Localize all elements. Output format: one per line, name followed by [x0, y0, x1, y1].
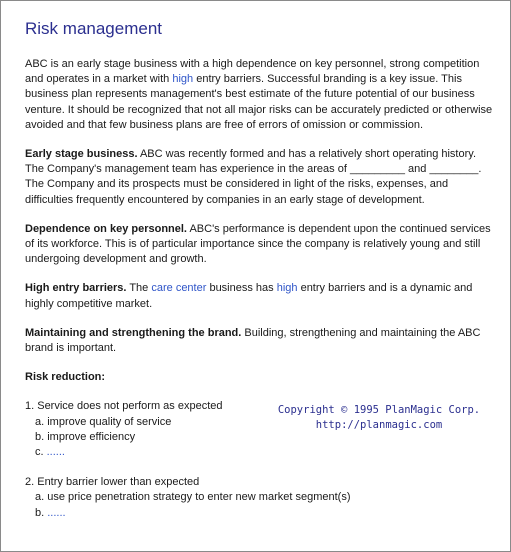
dependence-paragraph	[25, 222, 495, 268]
list-item	[35, 445, 495, 460]
entry-barriers-text-a: The	[126, 282, 152, 295]
entry-barriers-text-c: entry barriers and is a dynamic and highly competitive market.	[25, 282, 473, 310]
copyright-notice	[269, 403, 489, 433]
entry-barriers-heading: High entry barriers.	[25, 282, 127, 295]
intro-text-end: entry barriers. Successful branding is a key issue. This business plan represents management's best estimate of the future potential of our business venture. It should be recognized that not all major risks can be accurately predicted or otherwise avoided and that few business plans are free of errors of omission or commission.	[25, 73, 493, 131]
brand-paragraph	[25, 326, 495, 356]
list-item: b. improve efficiency	[35, 430, 136, 443]
list-item: a. use price penetration strategy to enter new market segment(s)	[35, 491, 351, 504]
list-item	[35, 506, 495, 521]
list-item-prefix: c.	[35, 446, 47, 459]
early-stage-paragraph	[25, 147, 495, 208]
copyright-url[interactable]: http://planmagic.com	[315, 419, 443, 431]
dependence-text: ABC's performance is dependent upon the continued services of its workforce. This is of particular importance since the company is relatively young and still undergoing development and growth.	[25, 222, 491, 266]
list-item-prefix: b.	[35, 506, 48, 519]
brand-text: Building, strengthening and maintaining the ABC brand is important.	[25, 326, 481, 355]
risk-reduction-heading: Risk reduction:	[25, 371, 106, 384]
list-item: a. improve quality of service	[35, 415, 172, 428]
document-body	[25, 57, 495, 521]
spacer	[25, 460, 495, 475]
entry-barriers-highlight-1: care center	[151, 282, 207, 295]
risk-reduction-heading-paragraph	[25, 370, 495, 385]
dependence-heading: Dependence on key personnel.	[25, 222, 187, 235]
intro-paragraph	[25, 57, 495, 133]
entry-barriers-paragraph	[25, 281, 495, 311]
risk-reduction-list-2	[25, 475, 495, 521]
intro-highlight: high	[172, 73, 194, 86]
list-item: 1. Service does not perform as expected	[25, 400, 223, 413]
copyright-line: Copyright © 1995 PlanMagic Corp.	[277, 404, 481, 416]
brand-heading: Maintaining and strengthening the brand.	[25, 326, 242, 339]
page-title: Risk management	[25, 19, 163, 38]
list-item: 2. Entry barrier lower than expected	[25, 476, 200, 489]
early-stage-heading: Early stage business.	[25, 148, 138, 161]
early-stage-text: ABC was recently formed and has a relatively short operating history. The Company's management team has experience in the areas of _________ and ________. The Company and its prospects must be considered in light of the risks, expenses, and difficulties frequently encountered by companies in an early stage of development.	[25, 148, 482, 206]
entry-barriers-highlight-2: high	[276, 282, 298, 295]
list-item-placeholder: ......	[46, 446, 65, 459]
entry-barriers-text-b: business has	[206, 282, 277, 295]
intro-text-start: ABC is an early stage business with a high dependence on key personnel, strong competition and operates in a market with	[25, 58, 480, 86]
list-item-placeholder: ......	[47, 506, 66, 519]
